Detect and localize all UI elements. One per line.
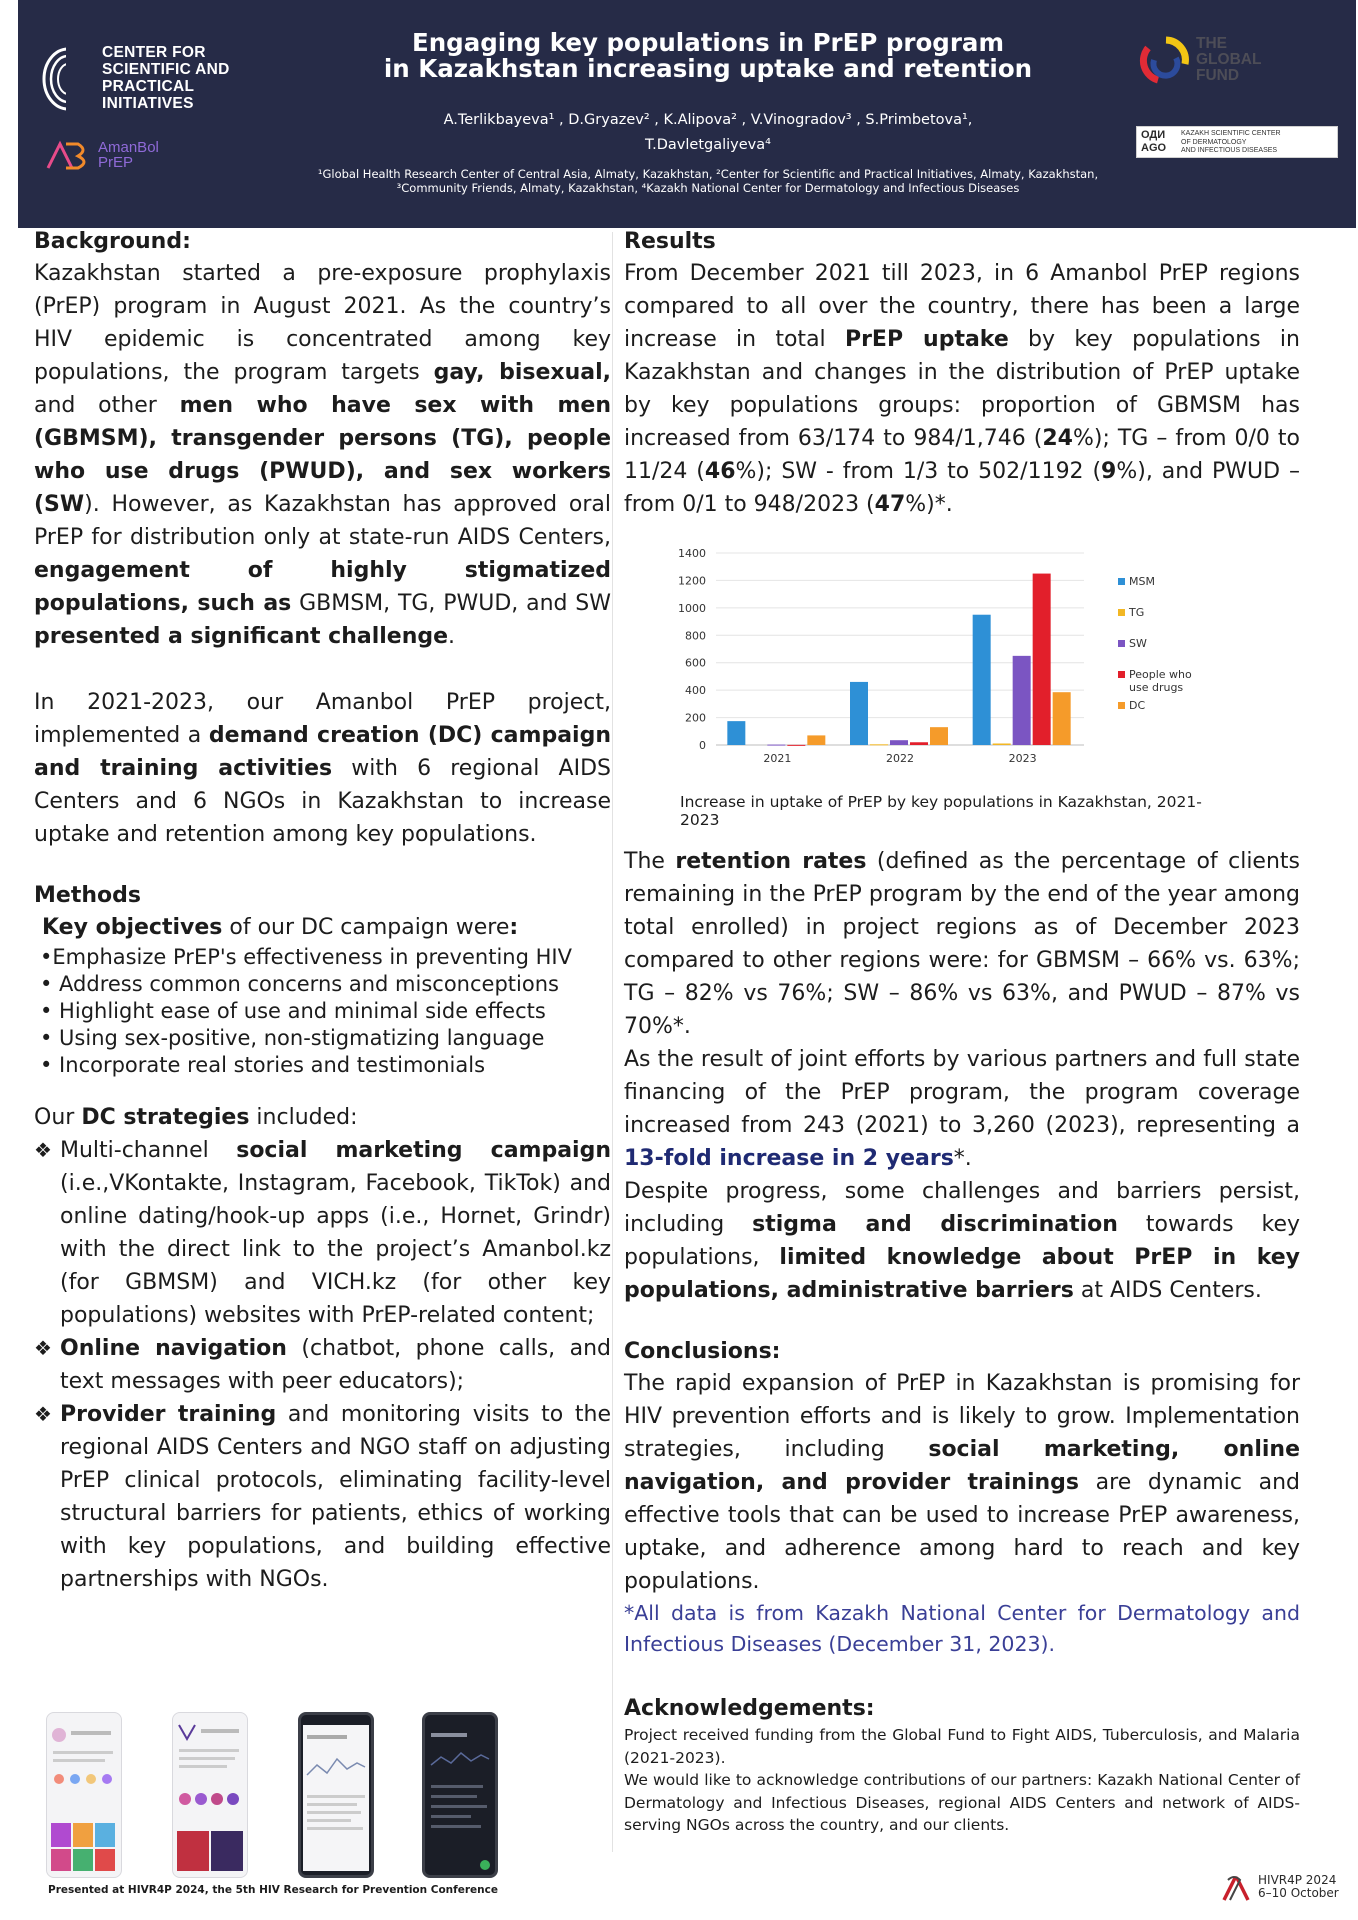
background-paragraph-2: In 2021-2023, our Amanbol PrEP project, implemented a demand creation (DC) campaign and training activities with 6 regional AIDS Centers and 6 NGOs in Kazakhstan to increase uptake and retention among key populations. [34, 690, 611, 847]
prep-uptake-chart [624, 539, 1300, 845]
bar-sw-2023 [1013, 656, 1031, 745]
bar-tg-2022 [870, 744, 888, 745]
campaign-screenshots [46, 1712, 516, 1882]
presented-at-note: Presented at HIVR4P 2024, the 5th HIV Research for Prevention Conference [48, 1884, 498, 1896]
chart-caption: Increase in uptake of PrEP by key populations in Kazakhstan, 2021-2023 [680, 793, 1202, 829]
legend-swatch [1118, 702, 1125, 709]
legend-swatch [1118, 578, 1125, 585]
global-fund-icon [1138, 34, 1192, 88]
acknowledgements-paragraph-1: Project received funding from the Global Fund to Fight AIDS, Tuberculosis, and Malaria (2021-2023). [624, 1726, 1300, 1767]
column-divider [612, 232, 613, 1852]
legend-swatch [1118, 609, 1125, 616]
y-tick-label: 0 [699, 739, 706, 752]
diamond-bullet-icon: ❖ [34, 1336, 52, 1360]
legend-label: TG [1129, 606, 1145, 619]
legend-swatch [1118, 640, 1125, 647]
knc-full-name: KAZAKH SCIENTIFIC CENTER OF DERMATOLOGY AND INFECTIOUS DISEASES [1181, 130, 1281, 154]
diamond-bullet-icon: ❖ [34, 1138, 52, 1162]
diamond-bullet-icon: ❖ [34, 1402, 52, 1426]
org-name: CENTER FOR SCIENTIFIC AND PRACTICAL INITIATIVES [102, 44, 230, 112]
amanbol-logo-text: AmanBol PrEP [98, 139, 159, 171]
bar-dc-2023 [1053, 692, 1071, 745]
y-tick-label: 200 [685, 711, 706, 725]
hivr4p-text: HIVR4P 2024 6–10 October [1258, 1873, 1339, 1900]
objective-item: • Incorporate real stories and testimonials [40, 1053, 486, 1077]
csp-logo-icon [40, 44, 92, 114]
results-paragraph-2: The retention rates (defined as the percentage of clients remaining in the PrEP program by the end of the year among total enrolled) in project regions as of December 2023 compared to other regions were: for GBMSM – 66% vs. 63%; TG – 82% vs 76%; SW – 86% vs 63%, and PWUD – 87% vs 70%*. [624, 849, 1300, 1039]
bar-sw-2021 [767, 745, 785, 746]
acknowledgements-heading: Acknowledgements: [624, 1696, 875, 1721]
results-paragraph-4: Despite progress, some challenges and barriers persist, including stigma and discrimination towards key populations, limited knowledge about PrEP in key populations, administrative barriers at AIDS Centers. [624, 1179, 1300, 1303]
data-source-footnote: *All data is from Kazakh National Center for Dermatology and Infectious Diseases (December 31, 2023). [624, 1601, 1300, 1656]
acknowledgements-paragraph-2: We would like to acknowledge contributions of our partners: Kazakh National Center of Dermatology and Infectious Diseases, regional AIDS Centers and network of AIDS-serving NGOs across the country, and our clients. [624, 1771, 1300, 1834]
methods-heading: Methods [34, 883, 141, 908]
y-tick-label: 400 [685, 684, 706, 698]
authors-line-1: A.Terlikbayeva¹ , D.Gryazev² , K.Alipova² , V.Vinogradov³ , S.Primbetova¹, [443, 112, 973, 128]
phone-content-image [47, 1713, 121, 1877]
knc-dermatology-logo [1136, 126, 1338, 158]
authors [318, 106, 1098, 156]
affiliations-line-2: ³Community Friends, Almaty, Kazakhstan, ⁴Kazakh National Center for Dermatology and Infectious Diseases [396, 181, 1020, 195]
bar-msm-2023 [973, 615, 991, 745]
bar-sw-2022 [890, 740, 908, 745]
results-paragraph-3: As the result of joint efforts by various partners and full state financing of the PrEP program, the program coverage increased from 243 (2021) to 3,260 (2023), representing a 13-fold increase in 2 years*. [624, 1047, 1300, 1171]
left-column [34, 227, 611, 1596]
phone-screenshot-vich [172, 1712, 248, 1878]
objectives-list [34, 944, 611, 1079]
bar-people-who-use-drugs-2021 [787, 745, 805, 746]
legend-label: DC [1129, 699, 1146, 712]
objective-item: • Using sex-positive, non-stigmatizing language [40, 1026, 545, 1050]
legend-label: SW [1129, 637, 1147, 650]
global-fund-logo [1138, 34, 1278, 90]
strategy-item: ❖ Online navigation (chatbot, phone calls, and text messages with peer educators); [34, 1332, 611, 1398]
phone-content-image [425, 1715, 495, 1875]
bar-people-who-use-drugs-2022 [910, 742, 928, 745]
y-tick-label: 1200 [678, 574, 706, 588]
objective-item: •Emphasize PrEP's effectiveness in preventing HIV [40, 945, 572, 969]
bar-people-who-use-drugs-2023 [1033, 574, 1051, 745]
legend-label: use drugs [1129, 681, 1184, 694]
red-ribbon-icon [1216, 1874, 1254, 1904]
hivr4p-logo [1216, 1874, 1346, 1908]
background-paragraph-1: Kazakhstan started a pre-exposure prophylaxis (PrEP) program in August 2021. As the country’s HIV epidemic is concentrated among key populations, the program targets gay, bisexual, and other men who have sex with men (GBMSM), transgender persons (TG), people who use drugs (PWUD), and sex workers (SW). However, as Kazakhstan has approved oral PrEP for distribution only at state-run AIDS Centers, engagement of highly stigmatized populations, such as GBMSM, TG, PWUD, and SW presented a significant challenge. [34, 261, 611, 649]
conclusions-heading: Conclusions: [624, 1339, 781, 1364]
bar-dc-2021 [807, 735, 825, 745]
bar-tg-2023 [993, 743, 1011, 745]
x-tick-label: 2021 [763, 752, 792, 765]
dc-strategies-intro: Our DC strategies included: [34, 1105, 358, 1130]
legend-label: MSM [1129, 575, 1155, 588]
y-tick-label: 800 [685, 629, 706, 643]
x-tick-label: 2022 [886, 752, 914, 765]
knc-abbr: ОДИ АGO [1141, 129, 1167, 154]
phone-screenshot-chat-light [298, 1712, 374, 1878]
bar-msm-2021 [727, 721, 745, 745]
y-tick-label: 1400 [678, 547, 706, 560]
y-tick-label: 600 [685, 656, 706, 670]
y-tick-label: 1000 [678, 601, 706, 615]
bar-chart-svg [624, 539, 1300, 795]
poster-header [18, 0, 1356, 228]
csp-initiatives-logo [40, 40, 250, 120]
legend-swatch [1118, 671, 1125, 678]
amanbol-logo-icon [44, 140, 92, 172]
background-heading: Background: [34, 229, 191, 254]
poster-title: Engaging key populations in PrEP program in Kazakhstan increasing uptake and retention [383, 28, 1033, 83]
strategy-item: ❖ Multi-channel social marketing campaign (i.e.,VKontakte, Instagram, Facebook, TikTok) and online dating/hook-up apps (i.e., Hornet, Grindr) with the direct link to the project’s Amanbol.kz (for GBMSM) and VICH.kz (for other key populations) websites with PrEP-related content; [34, 1134, 611, 1332]
results-paragraph-1: From December 2021 till 2023, in 6 Amanbol PrEP regions compared to all over the country, there has been a large increase in total PrEP uptake by key populations in Kazakhstan and changes in the distribution of PrEP uptake by key populations groups: proportion of GBMSM has increased from 63/174 to 984/1,746 (24%); TG – from 0/0 to 11/24 (46%); SW - from 1/3 to 502/1192 (9%), and PWUD – from 0/1 to 948/2023 (47%)*. [624, 261, 1301, 517]
legend-label: People who [1129, 668, 1192, 681]
phone-content-image [301, 1715, 371, 1875]
global-fund-text: THE GLOBAL FUND [1196, 35, 1262, 84]
phone-content-image [173, 1713, 247, 1877]
objective-item: • Highlight ease of use and minimal side effects [40, 999, 546, 1023]
phone-screenshot-instagram [46, 1712, 122, 1878]
right-column [624, 227, 1300, 1837]
results-heading: Results [624, 229, 716, 254]
affiliations [238, 167, 1178, 195]
affiliations-line-1: ¹Global Health Research Center of Central Asia, Almaty, Kazakhstan, ²Center for Scientific and Practical Initiatives, Almaty, Kazakhstan, [317, 167, 1099, 181]
phone-screenshot-chat-dark [422, 1712, 498, 1878]
x-tick-label: 2023 [1008, 752, 1037, 765]
key-objectives-intro: Key objectives of our DC campaign were: [42, 915, 519, 940]
bar-dc-2022 [930, 727, 948, 745]
conclusions-paragraph: The rapid expansion of PrEP in Kazakhstan is promising for HIV prevention efforts and is likely to grow. Implementation strategies, including social marketing, online navigation, and provider trainings are dynamic and effective tools that can be used to increase PrEP awareness, uptake, and adherence among hard to reach and key populations. [624, 1371, 1301, 1594]
objective-item: • Address common concerns and misconceptions [40, 972, 559, 996]
strategy-item: ❖ Provider training and monitoring visits to the regional AIDS Centers and NGO staff on adjusting PrEP clinical protocols, eliminating facility-level structural barriers for patients, ethics of working with key populations, and building effective partnerships with NGOs. [34, 1398, 611, 1596]
authors-line-2: T.Davletgaliyeva⁴ [645, 137, 771, 153]
bar-msm-2022 [850, 682, 868, 745]
strategies-list [34, 1134, 611, 1596]
